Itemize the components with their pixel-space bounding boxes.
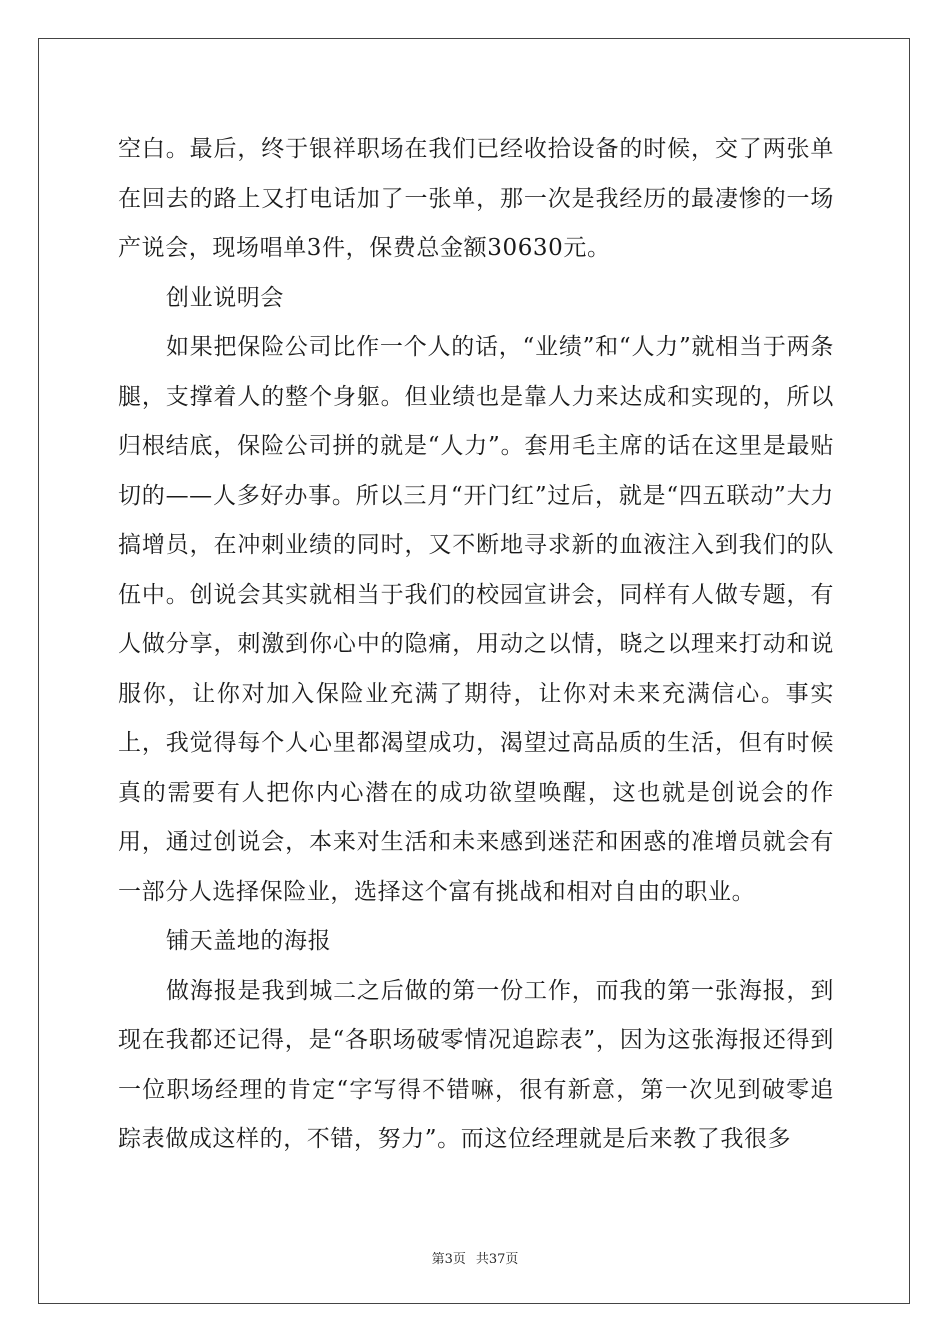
paragraph-posters: 做海报是我到城二之后做的第一份工作，而我的第一张海报，到现在我都还记得，是“各职场破零情况追踪表”，因为这张海报还得到一位职场经理的肯定“字写得不错嘛，很有新意，第一次见到破零追踪表做成这样的，不错，努力”。而这位经理就是后来教了我很多	[118, 977, 834, 1152]
document-body	[118, 125, 834, 1165]
paragraph-continuation: 空白。最后，终于银祥职场在我们已经收拾设备的时候，交了两张单在回去的路上又打电话加了一张单，那一次是我经历的最凄惨的一场产说会，现场唱单3件，保费总金额30630元。	[118, 136, 834, 261]
section-heading-posters: 铺天盖地的海报	[166, 928, 332, 954]
page-footer	[0, 1248, 950, 1267]
paragraph-recruitment: 如果把保险公司比作一个人的话，“业绩”和“人力”就相当于两条腿，支撑着人的整个身躯。但业绩也是靠人力来达成和实现的，所以归根结底，保险公司拼的就是“人力”。套用毛主席的话在这里是最贴切的——人多好办事。所以三月“开门红”过后，就是“四五联动”大力搞增员，在冲刺业绩的同时，又不断地寻求新的血液注入到我们的队伍中。创说会其实就相当于我们的校园宣讲会，同样有人做专题，有人做分享，刺激到你心中的隐痛，用动之以情，晓之以理来打动和说服你，让你对加入保险业充满了期待，让你对未来充满信心。事实上，我觉得每个人心里都渴望成功，渴望过高品质的生活，但有时候真的需要有人把你内心潜在的成功欲望唤醒，这也就是创说会的作用，通过创说会，本来对生活和未来感到迷茫和困惑的准增员就会有一部分人选择保险业，选择这个富有挑战和相对自由的职业。	[118, 334, 834, 905]
page-total: 共37页	[475, 1252, 519, 1267]
page-number: 第3页	[431, 1252, 466, 1267]
section-heading-startup-briefing: 创业说明会	[166, 284, 284, 311]
